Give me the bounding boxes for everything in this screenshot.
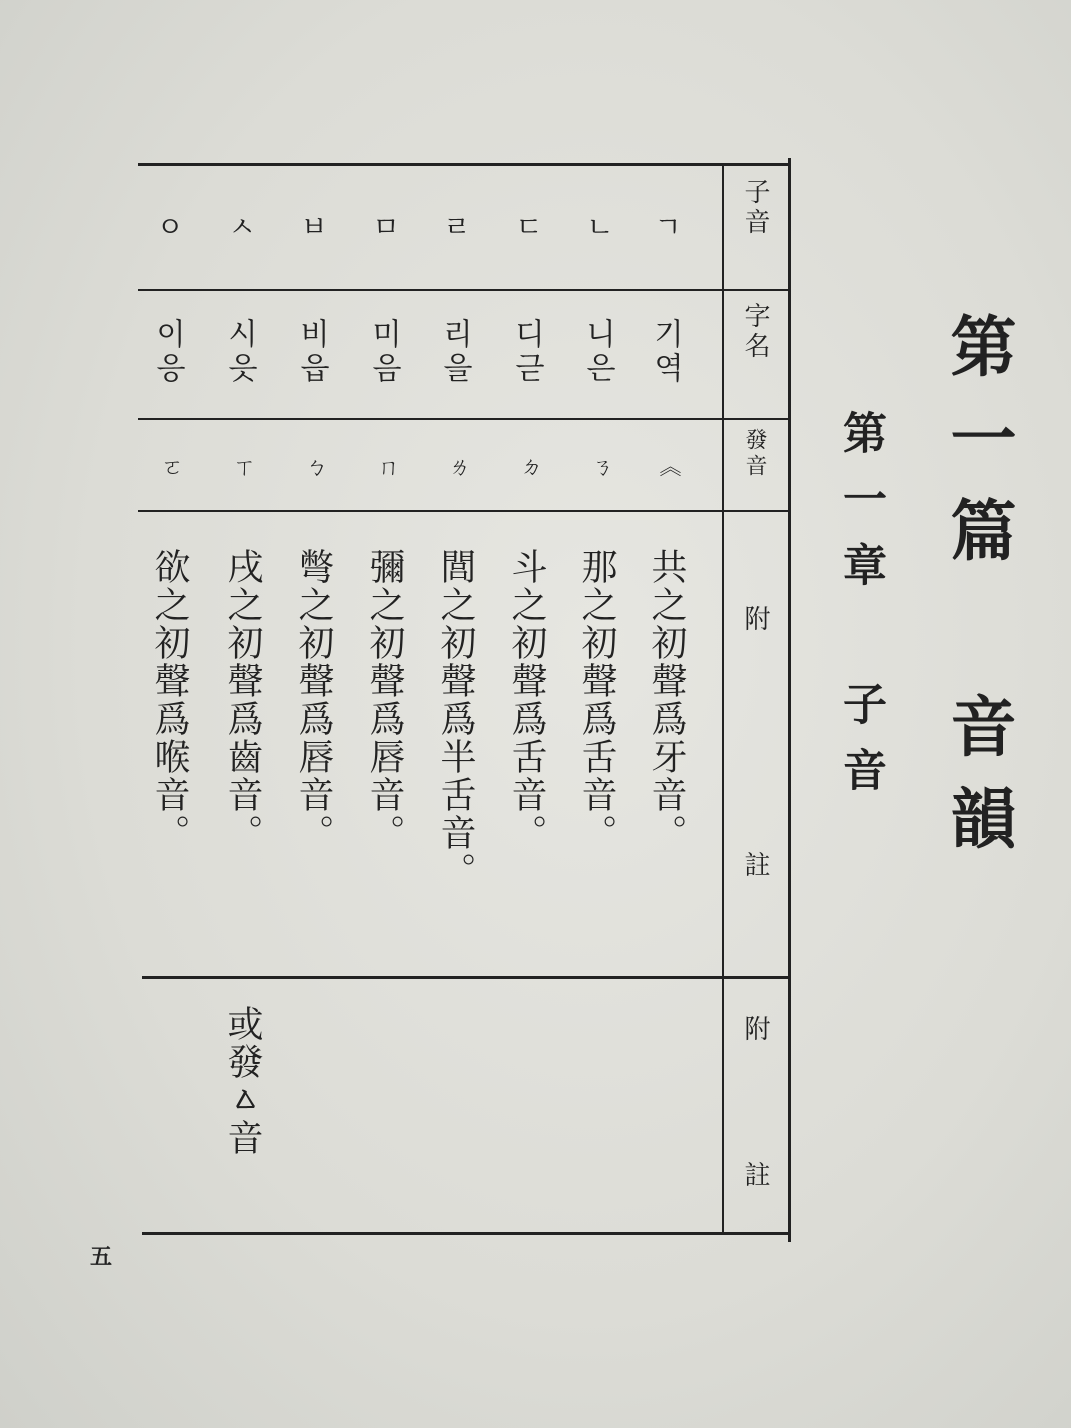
footnote-text: 或發ㅿ音 xyxy=(222,1005,263,1157)
header-note-2: 附註 xyxy=(740,1015,770,1307)
header-pronunciation: 發音 xyxy=(742,428,767,480)
row-rule-4 xyxy=(142,976,790,979)
header-name: 字名 xyxy=(740,302,770,362)
header-consonant: 子音 xyxy=(740,178,770,238)
note-cell: 共之初聲爲牙音。 xyxy=(646,548,687,852)
chapter-title: 第一章 子音 xyxy=(835,410,886,813)
jamo-cell: ㅂ xyxy=(296,212,329,240)
jamo-cell: ㅁ xyxy=(368,212,401,240)
table-right-rule xyxy=(788,158,791,1242)
pronunciation-cell: ㄋ xyxy=(588,455,613,477)
header-note: 附註 xyxy=(740,605,770,1097)
jamo-cell: ㅇ xyxy=(152,212,185,240)
note-cell: 彆之初聲爲唇音。 xyxy=(293,548,334,852)
pronunciation-cell: ㄒ xyxy=(230,455,255,477)
table-top-rule xyxy=(138,163,790,166)
row-rule-2 xyxy=(138,418,790,420)
name-cell: 기역 xyxy=(648,318,683,386)
name-cell: 시읏 xyxy=(222,318,257,386)
pronunciation-cell: ㄛ xyxy=(158,455,183,477)
name-cell: 이응 xyxy=(150,318,185,386)
name-cell: 디귿 xyxy=(509,318,544,386)
note-cell: 彌之初聲爲唇音。 xyxy=(364,548,405,852)
jamo-cell: ㄴ xyxy=(582,212,615,240)
pronunciation-cell: ㄇ xyxy=(374,455,399,477)
note-cell: 欲之初聲爲喉音。 xyxy=(149,548,190,852)
jamo-cell: ㄱ xyxy=(650,212,683,240)
name-cell: 비읍 xyxy=(294,318,329,386)
name-cell: 니은 xyxy=(580,318,615,386)
header-column-rule xyxy=(722,163,724,1233)
note-cell: 閭之初聲爲半舌音。 xyxy=(435,548,476,890)
jamo-cell: ㄷ xyxy=(511,212,544,240)
pronunciation-cell: ㄅ xyxy=(302,455,327,477)
jamo-cell: ㄹ xyxy=(439,212,472,240)
note-cell: 那之初聲爲舌音。 xyxy=(576,548,617,852)
name-cell: 미음 xyxy=(366,318,401,386)
table-bottom-rule xyxy=(142,1232,790,1235)
pronunciation-cell: ㄉ xyxy=(517,455,542,477)
note-cell: 戌之初聲爲齒音。 xyxy=(222,548,263,852)
part-title: 第一篇 音韻 xyxy=(939,312,1017,876)
pronunciation-cell: ㄌ xyxy=(445,455,470,477)
page-number: 五 xyxy=(90,1244,113,1270)
row-rule-1 xyxy=(138,289,790,291)
row-rule-3 xyxy=(138,510,790,512)
pronunciation-cell: 《 xyxy=(656,455,681,477)
jamo-cell: ㅅ xyxy=(224,212,257,240)
name-cell: 리을 xyxy=(437,318,472,386)
note-cell: 斗之初聲爲舌音。 xyxy=(506,548,547,852)
